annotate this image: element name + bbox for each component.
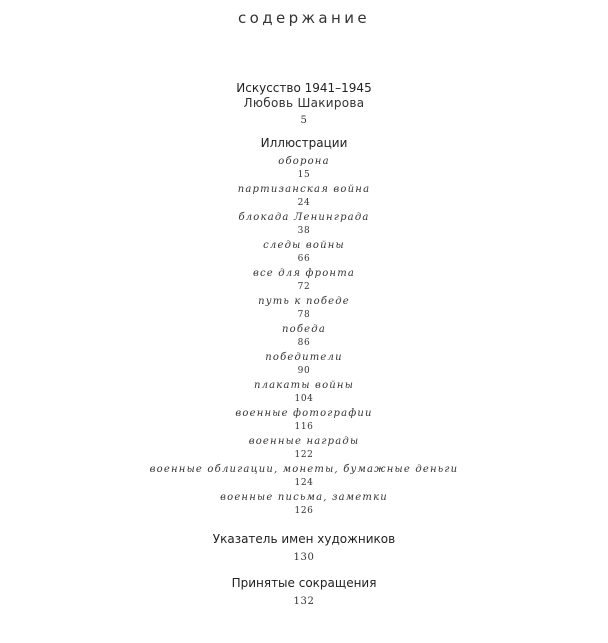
toc-item-page: 116 (294, 422, 314, 432)
toc-item-partisan-war[interactable]: партизанская война (237, 184, 371, 195)
toc-item-page: 72 (297, 282, 311, 292)
toc-item-page: 104 (294, 394, 314, 404)
toc-item-page: 126 (294, 506, 314, 516)
toc-item-war-bonds-coins-money[interactable]: военные облигации, монеты, бумажные деньги (149, 464, 459, 475)
toc-item-page: 124 (294, 478, 314, 488)
toc-item-war-awards[interactable]: военные награды (248, 436, 360, 447)
toc-item-page: 66 (297, 254, 311, 264)
toc-item-all-for-front[interactable]: все для фронта (252, 268, 356, 279)
toc-item-leningrad-blockade[interactable]: блокада Ленинграда (238, 212, 370, 223)
toc-item-road-to-victory[interactable]: путь к победе (258, 296, 350, 307)
toc-item-page: 38 (297, 226, 311, 236)
toc-item-war-photographs[interactable]: военные фотографии (235, 408, 373, 419)
toc-item-page: 86 (297, 338, 311, 348)
abbreviations-page-number: 132 (293, 596, 315, 607)
artists-index-title[interactable]: Указатель имен художников (212, 532, 396, 546)
toc-item-page: 122 (294, 450, 314, 460)
toc-item-war-letters-notes[interactable]: военные письма, заметки (220, 492, 388, 503)
toc-item-page: 24 (297, 198, 311, 208)
artists-index-page-number: 130 (293, 552, 315, 563)
abbreviations-title[interactable]: Принятые сокращения (231, 576, 377, 590)
toc-item-traces-of-war[interactable]: следы войны (263, 240, 345, 251)
essay-title[interactable]: Искусство 1941–1945 (236, 81, 372, 95)
illustrations-title[interactable]: Иллюстрации (260, 136, 348, 150)
toc-item-defense[interactable]: оборона (278, 156, 330, 167)
essay-page-number: 5 (300, 115, 308, 126)
toc-heading: содержание (237, 9, 371, 27)
toc-item-victors[interactable]: победители (265, 352, 343, 363)
essay-author: Любовь Шакирова (243, 96, 365, 110)
toc-item-page: 90 (297, 366, 311, 376)
toc-item-war-posters[interactable]: плакаты войны (253, 380, 355, 391)
toc-item-page: 78 (297, 310, 311, 320)
toc-item-victory[interactable]: победа (282, 324, 326, 335)
toc-item-page: 15 (297, 170, 311, 180)
